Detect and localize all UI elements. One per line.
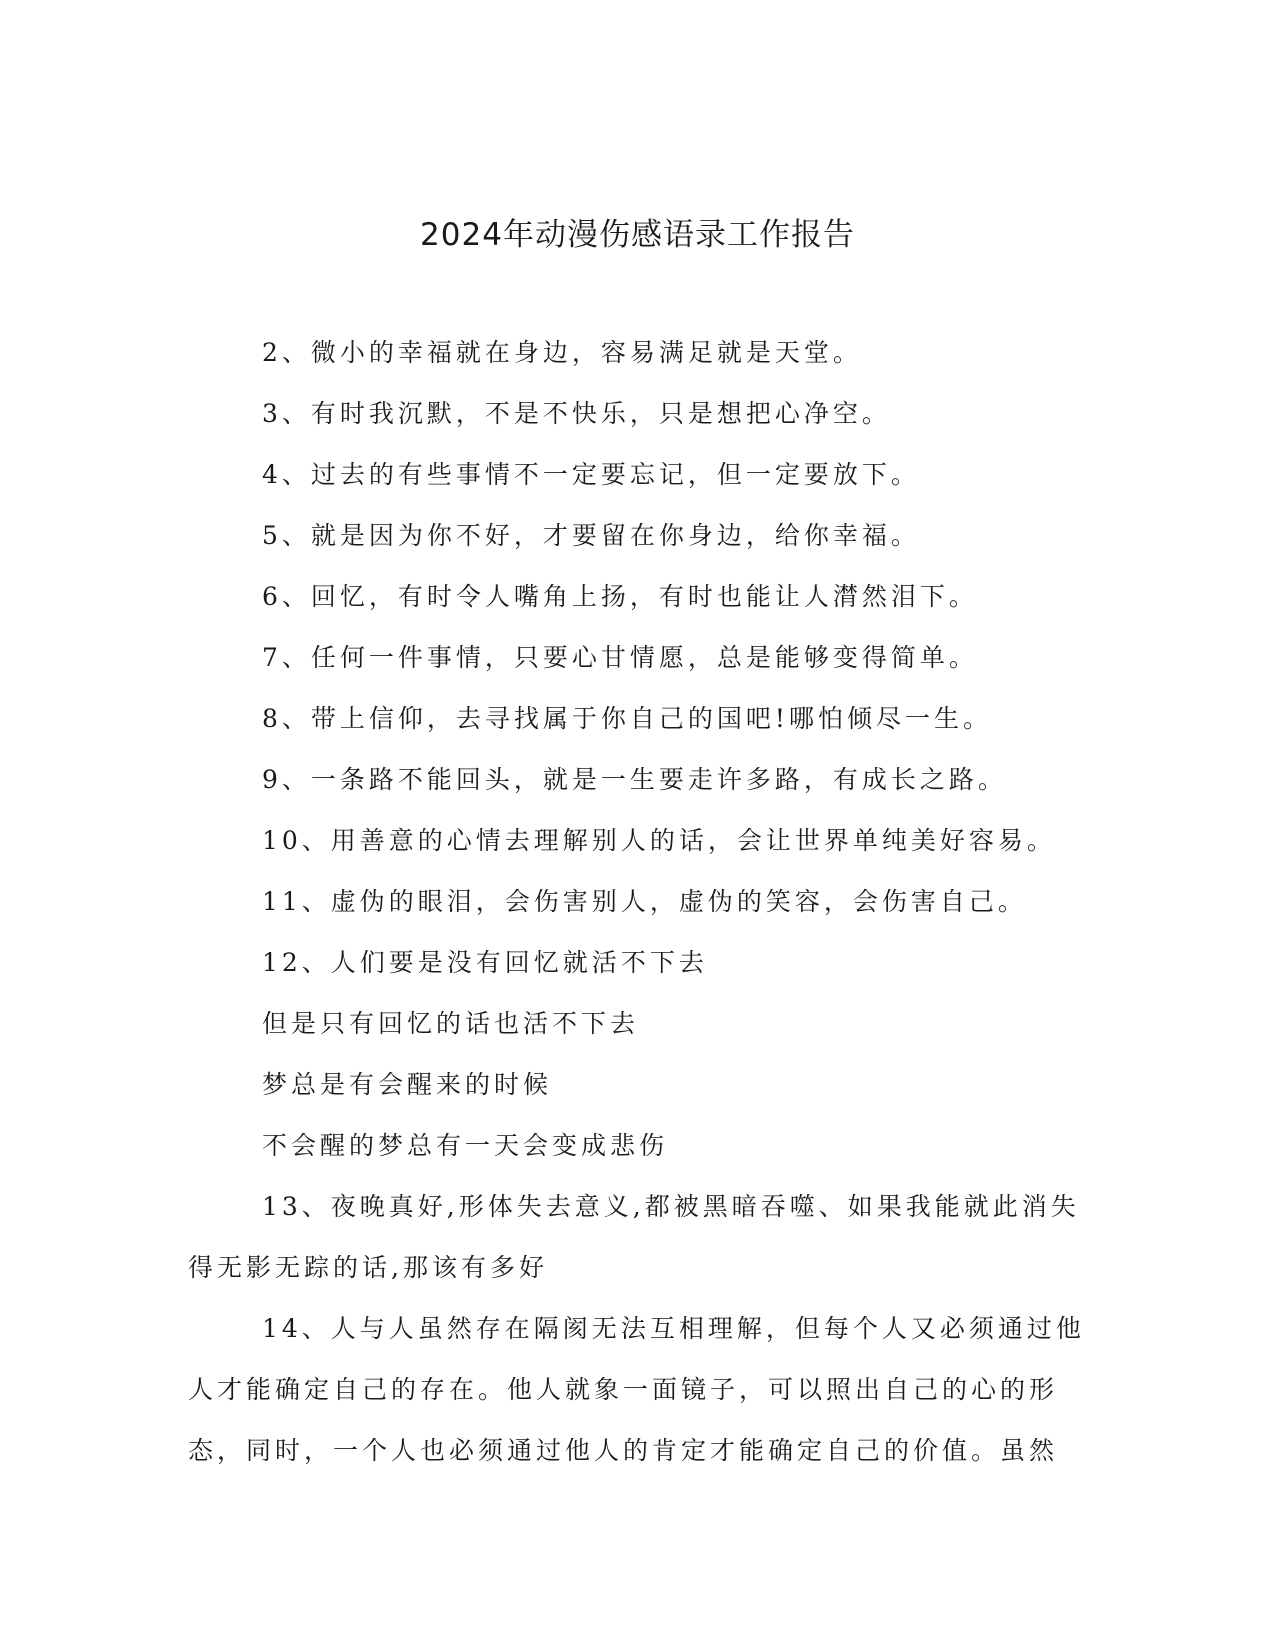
quote-line: 10、用善意的心情去理解别人的话，会让世界单纯美好容易。: [262, 826, 1056, 855]
quote-line: 14、人与人虽然存在隔阂无法互相理解，但每个人又必须通过他: [262, 1314, 1085, 1343]
quote-line: 7、任何一件事情，只要心甘情愿，总是能够变得简单。: [262, 643, 978, 672]
quote-line: 8、带上信仰，去寻找属于你自己的国吧!哪怕倾尽一生。: [262, 704, 992, 733]
quote-line: 6、回忆，有时令人嘴角上扬，有时也能让人潸然泪下。: [262, 582, 978, 611]
quote-line: 3、有时我沉默，不是不快乐，只是想把心净空。: [262, 399, 891, 428]
quote-line-continuation: 得无影无踪的话,那该有多好: [188, 1253, 548, 1282]
quote-line: 但是只有回忆的话也活不下去: [262, 1009, 640, 1038]
document-title: 2024年动漫伤感语录工作报告: [420, 217, 855, 253]
document-body: [188, 322, 1088, 1481]
quote-line: 2、微小的幸福就在身边，容易满足就是天堂。: [262, 338, 862, 367]
quote-line: 梦总是有会醒来的时候: [262, 1070, 553, 1099]
quote-line-continuation: 态，同时，一个人也必须通过他人的肯定才能确定自己的价值。虽然: [188, 1436, 1059, 1465]
quote-line: 11、虚伪的眼泪，会伤害别人，虚伪的笑容，会伤害自己。: [262, 887, 1027, 916]
quote-line: 不会醒的梦总有一天会变成悲伤: [262, 1131, 669, 1160]
quote-line: 13、夜晚真好,形体失去意义,都被黑暗吞噬、如果我能就此消失: [262, 1192, 1080, 1221]
quote-line: 5、就是因为你不好，才要留在你身边，给你幸福。: [262, 521, 920, 550]
quote-line: 4、过去的有些事情不一定要忘记，但一定要放下。: [262, 460, 920, 489]
quote-line: 12、人们要是没有回忆就活不下去: [262, 948, 708, 977]
quote-line-continuation: 人才能确定自己的存在。他人就象一面镜子，可以照出自己的心的形: [188, 1375, 1059, 1404]
quote-line: 9、一条路不能回头，就是一生要走许多路，有成长之路。: [262, 765, 1007, 794]
